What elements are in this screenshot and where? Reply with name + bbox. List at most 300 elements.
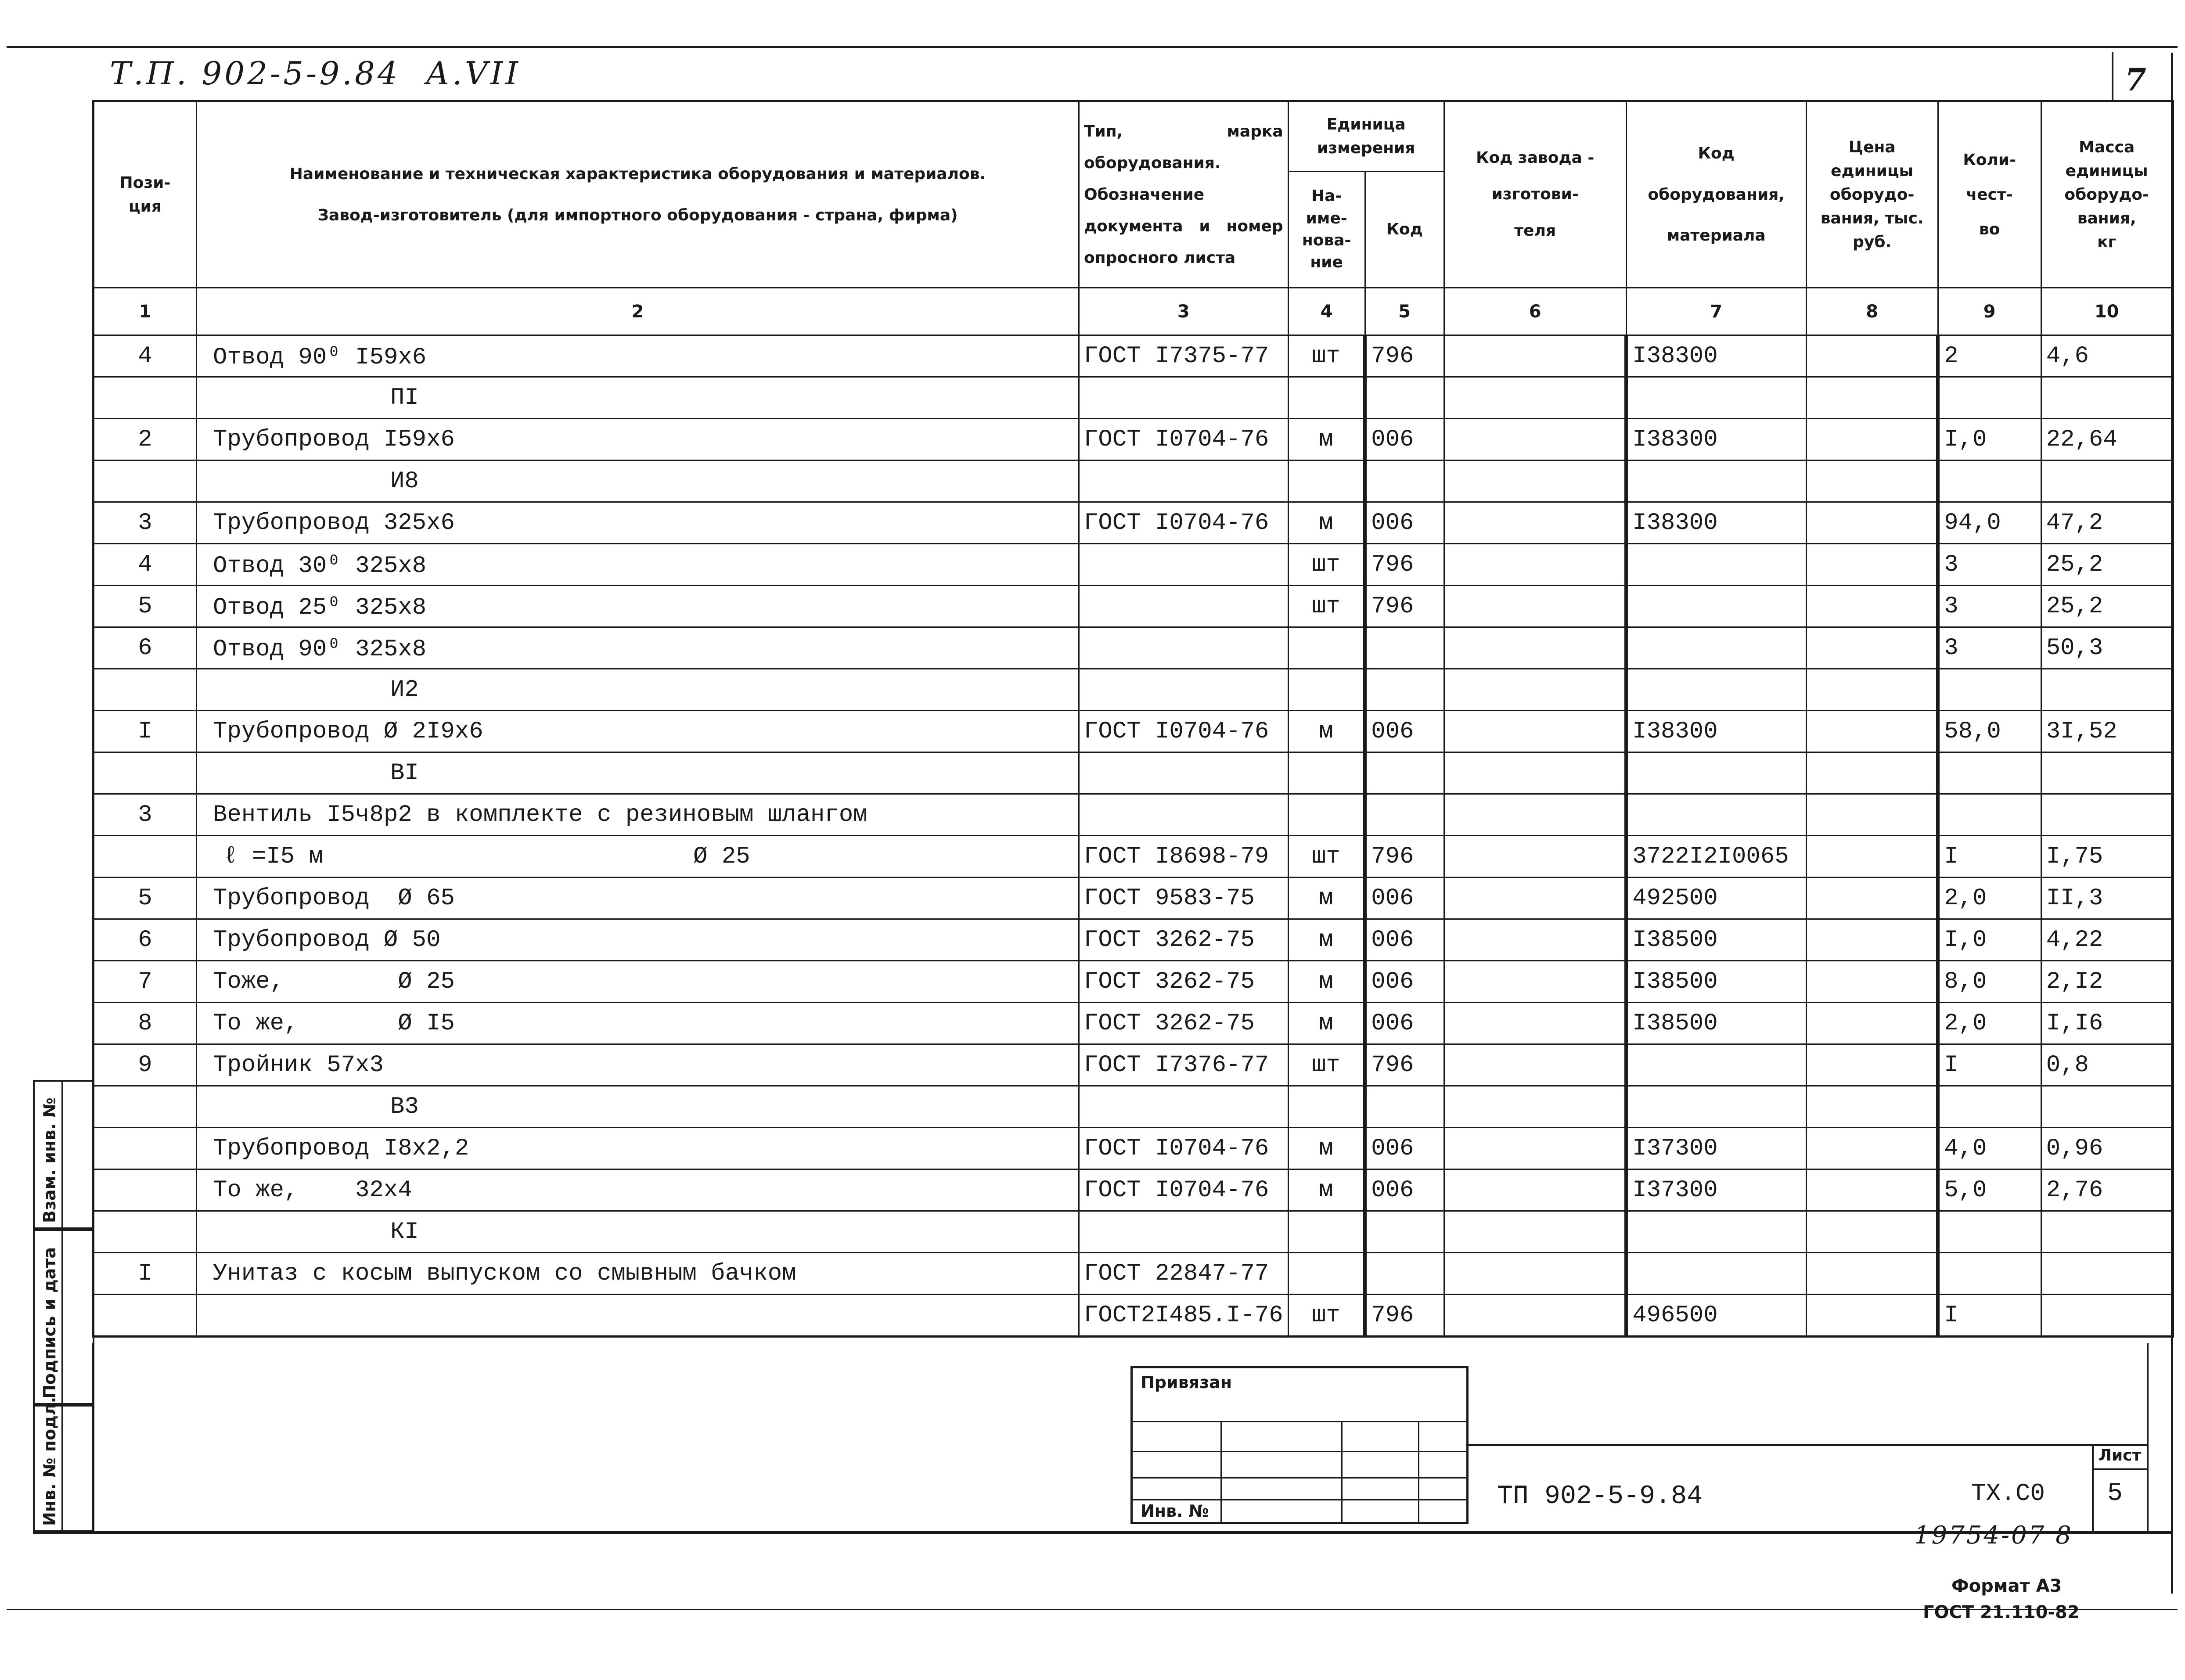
plant-code-cell <box>1444 1128 1626 1169</box>
drawing-left-line <box>92 1343 94 1532</box>
mass-cell <box>2041 1086 2173 1128</box>
table-row <box>94 1044 2173 1086</box>
quantity-cell <box>1938 460 2041 502</box>
mass-cell: 47,2 <box>2041 502 2173 544</box>
material-code-cell: I38300 <box>1626 335 1806 377</box>
name-cell: Отвод 30⁰ 325x8 <box>197 544 1079 586</box>
table-row <box>94 961 2173 1003</box>
material-code-cell: I38500 <box>1626 1003 1806 1044</box>
plant-code-cell <box>1444 961 1626 1003</box>
price-cell <box>1806 1169 1938 1211</box>
col-header-unit-code: Код <box>1365 172 1444 288</box>
table-row <box>94 1086 2173 1128</box>
quantity-cell <box>1938 794 2041 836</box>
name-cell: Трубопровод I8x2,2 <box>197 1128 1079 1169</box>
plant-code-cell <box>1444 1295 1626 1337</box>
col-header-price: Цена единицы оборудо- вания, тыс. руб. <box>1806 101 1938 288</box>
doc-cell <box>1079 586 1289 627</box>
position-cell <box>94 836 197 878</box>
drawing-right-line <box>2147 1343 2149 1532</box>
doc-cell: ГОСТ 3262-75 <box>1079 919 1289 961</box>
position-cell: 4 <box>94 544 197 586</box>
table-row <box>94 1295 2173 1337</box>
price-cell <box>1806 627 1938 669</box>
doc-cell: ГОСТ I8698-79 <box>1079 836 1289 878</box>
quantity-cell: 5,0 <box>1938 1169 2041 1211</box>
position-cell <box>94 752 197 794</box>
unit-name-cell <box>1288 627 1365 669</box>
mass-cell: 0,8 <box>2041 1044 2173 1086</box>
col-number: 7 <box>1626 288 1806 335</box>
position-cell: 3 <box>94 794 197 836</box>
mass-cell <box>2041 460 2173 502</box>
side-cell-inv <box>33 1396 94 1532</box>
name-cell: Трубопровод Ø 65 <box>197 878 1079 919</box>
unit-code-cell <box>1365 669 1444 711</box>
col-number: 9 <box>1938 288 2041 335</box>
unit-name-cell: шт <box>1288 1044 1365 1086</box>
unit-code-cell: 006 <box>1365 711 1444 752</box>
unit-name-cell: шт <box>1288 1295 1365 1337</box>
price-cell <box>1806 919 1938 961</box>
binding-block <box>1130 1366 1469 1524</box>
plant-code-cell <box>1444 460 1626 502</box>
plant-code-cell <box>1444 669 1626 711</box>
name-cell: Вентиль I5ч8р2 в комплекте с резиновым шлангом <box>197 794 1079 836</box>
name-cell: Отвод 90⁰ I59x6 <box>197 335 1079 377</box>
price-cell <box>1806 752 1938 794</box>
position-cell: 4 <box>94 335 197 377</box>
position-cell: 9 <box>94 1044 197 1086</box>
document-title: Т.П. 902-5-9.84 А.VII <box>110 55 521 92</box>
material-code-cell <box>1626 1044 1806 1086</box>
table-row <box>94 377 2173 419</box>
col-header-unit-name: На- име- нова- ние <box>1288 172 1365 288</box>
unit-name-cell: м <box>1288 878 1365 919</box>
col-header-material-code: Код оборудования, материала <box>1626 101 1806 288</box>
doc-cell: ГОСТ 9583-75 <box>1079 878 1289 919</box>
unit-code-cell: 796 <box>1365 836 1444 878</box>
price-cell <box>1806 419 1938 460</box>
col-header-mass: Масса единицы оборудо- вания, кг <box>2041 101 2173 288</box>
material-code-cell: I38500 <box>1626 919 1806 961</box>
mass-cell <box>2041 669 2173 711</box>
unit-code-cell <box>1365 1086 1444 1128</box>
quantity-cell <box>1938 669 2041 711</box>
unit-code-cell: 796 <box>1365 1044 1444 1086</box>
quantity-cell: 8,0 <box>1938 961 2041 1003</box>
unit-code-cell <box>1365 1211 1444 1253</box>
plant-code-cell <box>1444 711 1626 752</box>
col-number: 2 <box>197 288 1079 335</box>
material-code-cell: I38300 <box>1626 419 1806 460</box>
table-row <box>94 544 2173 586</box>
table-row <box>94 627 2173 669</box>
unit-name-cell: м <box>1288 1003 1365 1044</box>
position-cell: I <box>94 1253 197 1295</box>
unit-code-cell: 006 <box>1365 961 1444 1003</box>
doc-cell <box>1079 1086 1289 1128</box>
price-cell <box>1806 1044 1938 1086</box>
frame-top-line <box>7 46 2178 48</box>
price-cell <box>1806 878 1938 919</box>
unit-name-cell: м <box>1288 419 1365 460</box>
name-cell: Тоже, Ø 25 <box>197 961 1079 1003</box>
unit-code-cell: 006 <box>1365 1169 1444 1211</box>
mass-cell: 25,2 <box>2041 544 2173 586</box>
unit-code-cell: 006 <box>1365 502 1444 544</box>
col-number: 4 <box>1288 288 1365 335</box>
table-row <box>94 335 2173 377</box>
binding-col-line <box>1220 1421 1222 1524</box>
table-row <box>94 752 2173 794</box>
binding-col-line <box>1341 1421 1343 1524</box>
table-row <box>94 419 2173 460</box>
side-cell-vzam <box>33 1080 94 1229</box>
material-code-cell <box>1626 669 1806 711</box>
material-code-cell: 3722I2I0065 <box>1626 836 1806 878</box>
material-code-cell <box>1626 586 1806 627</box>
name-cell: КI <box>197 1211 1079 1253</box>
col-number: 8 <box>1806 288 1938 335</box>
price-cell <box>1806 669 1938 711</box>
unit-code-cell: 796 <box>1365 544 1444 586</box>
quantity-cell: 3 <box>1938 627 2041 669</box>
material-code-cell: 492500 <box>1626 878 1806 919</box>
plant-code-cell <box>1444 1169 1626 1211</box>
unit-code-cell: 796 <box>1365 1295 1444 1337</box>
side-label-vzam: Взам. инв. № <box>40 1097 59 1223</box>
side-stamp <box>33 1080 94 1532</box>
plant-code-cell <box>1444 419 1626 460</box>
quantity-cell <box>1938 1086 2041 1128</box>
table-row <box>94 1169 2173 1211</box>
name-cell: ВI <box>197 752 1079 794</box>
doc-cell <box>1079 627 1289 669</box>
price-cell <box>1806 502 1938 544</box>
name-cell <box>197 836 1079 878</box>
title-sheet-code: ТХ.С0 <box>1971 1479 2045 1507</box>
doc-cell: ГОСТ I0704-76 <box>1079 711 1289 752</box>
doc-cell <box>1079 669 1289 711</box>
drawing-bottom-line <box>33 1531 2171 1534</box>
frame-bottom-line <box>7 1609 2178 1610</box>
plant-code-cell <box>1444 377 1626 419</box>
quantity-cell: 2,0 <box>1938 878 2041 919</box>
mass-cell <box>2041 752 2173 794</box>
quantity-cell: I <box>1938 1295 2041 1337</box>
material-code-cell <box>1626 627 1806 669</box>
side-cell-podpis <box>33 1229 94 1405</box>
mass-cell <box>2041 794 2173 836</box>
unit-name-cell <box>1288 794 1365 836</box>
material-code-cell: I37300 <box>1626 1128 1806 1169</box>
unit-code-cell: 006 <box>1365 878 1444 919</box>
doc-cell: ГОСТ I7376-77 <box>1079 1044 1289 1086</box>
mass-cell <box>2041 1253 2173 1295</box>
quantity-cell: 58,0 <box>1938 711 2041 752</box>
col-header-type: Тип, марка оборудования. Обозначение документа и номер опросного листа <box>1079 101 1289 288</box>
unit-name-cell: м <box>1288 961 1365 1003</box>
material-code-cell: 496500 <box>1626 1295 1806 1337</box>
table-row <box>94 794 2173 836</box>
table-row <box>94 1253 2173 1295</box>
material-code-cell <box>1626 752 1806 794</box>
col-number: 6 <box>1444 288 1626 335</box>
plant-code-cell <box>1444 502 1626 544</box>
quantity-cell: 4,0 <box>1938 1128 2041 1169</box>
position-cell <box>94 377 197 419</box>
unit-code-cell: 006 <box>1365 919 1444 961</box>
doc-cell: ГОСТ I0704-76 <box>1079 502 1289 544</box>
material-code-cell: I38300 <box>1626 711 1806 752</box>
unit-name-cell <box>1288 1253 1365 1295</box>
quantity-cell: I,0 <box>1938 419 2041 460</box>
sheet-label-line <box>2092 1468 2147 1470</box>
mass-cell: 22,64 <box>2041 419 2173 460</box>
position-cell: I <box>94 711 197 752</box>
table-row <box>94 1003 2173 1044</box>
col-header-name: Наименование и техническая характеристика оборудования и материалов. Завод-изготовитель (для импортного оборудования - страна, фирма) <box>197 101 1079 288</box>
material-code-cell <box>1626 1086 1806 1128</box>
mass-cell: I,I6 <box>2041 1003 2173 1044</box>
plant-code-cell <box>1444 1253 1626 1295</box>
doc-cell: ГОСТ 3262-75 <box>1079 961 1289 1003</box>
unit-name-cell: м <box>1288 1169 1365 1211</box>
quantity-cell: 3 <box>1938 544 2041 586</box>
price-cell <box>1806 711 1938 752</box>
binding-col-line <box>1418 1421 1419 1524</box>
unit-code-cell: 006 <box>1365 1003 1444 1044</box>
position-cell <box>94 1128 197 1169</box>
unit-code-cell: 796 <box>1365 335 1444 377</box>
price-cell <box>1806 544 1938 586</box>
table-row <box>94 586 2173 627</box>
doc-cell: ГОСТ I7375-77 <box>1079 335 1289 377</box>
price-cell <box>1806 961 1938 1003</box>
plant-code-cell <box>1444 1086 1626 1128</box>
name-part: ℓ =I5 м <box>223 843 323 870</box>
price-cell <box>1806 1003 1938 1044</box>
unit-code-cell: 006 <box>1365 419 1444 460</box>
doc-cell <box>1079 794 1289 836</box>
unit-name-cell <box>1288 752 1365 794</box>
name-cell: ПI <box>197 377 1079 419</box>
position-cell: 2 <box>94 419 197 460</box>
quantity-cell <box>1938 1253 2041 1295</box>
col-header-plant-code: Код завода - изготови- теля <box>1444 101 1626 288</box>
price-cell <box>1806 1253 1938 1295</box>
unit-name-cell: м <box>1288 1128 1365 1169</box>
price-cell <box>1806 377 1938 419</box>
doc-cell <box>1079 752 1289 794</box>
plant-code-cell <box>1444 836 1626 878</box>
mass-cell <box>2041 1295 2173 1337</box>
material-code-cell <box>1626 460 1806 502</box>
price-cell <box>1806 794 1938 836</box>
table-row <box>94 1128 2173 1169</box>
name-cell <box>197 1295 1079 1337</box>
position-cell <box>94 1169 197 1211</box>
name-cell: И8 <box>197 460 1079 502</box>
sheet-top-number: 7 <box>2125 61 2146 98</box>
position-cell: 8 <box>94 1003 197 1044</box>
title-block-top-line <box>1469 1444 2147 1446</box>
unit-name-cell <box>1288 1211 1365 1253</box>
quantity-cell: 2,0 <box>1938 1003 2041 1044</box>
unit-code-cell <box>1365 377 1444 419</box>
name-cell: В3 <box>197 1086 1079 1128</box>
title-sheet-number: 5 <box>2107 1479 2123 1508</box>
position-cell: 6 <box>94 919 197 961</box>
price-cell <box>1806 1295 1938 1337</box>
unit-name-cell: шт <box>1288 836 1365 878</box>
table-row <box>94 460 2173 502</box>
unit-name-cell <box>1288 1086 1365 1128</box>
doc-cell: ГОСТ I0704-76 <box>1079 1128 1289 1169</box>
position-cell <box>94 1211 197 1253</box>
material-code-cell <box>1626 544 1806 586</box>
side-stamp-inner-line <box>61 1080 63 1532</box>
doc-cell: ГОСТ 3262-75 <box>1079 1003 1289 1044</box>
doc-cell <box>1079 544 1289 586</box>
name-cell: Трубопровод Ø 2I9x6 <box>197 711 1079 752</box>
col-number: 10 <box>2041 288 2173 335</box>
unit-name-cell: м <box>1288 919 1365 961</box>
position-cell: 3 <box>94 502 197 544</box>
name-cell: Отвод 90⁰ 325x8 <box>197 627 1079 669</box>
mass-cell: 4,22 <box>2041 919 2173 961</box>
plant-code-cell <box>1444 1003 1626 1044</box>
unit-name-cell <box>1288 669 1365 711</box>
table-row <box>94 502 2173 544</box>
quantity-cell: 3 <box>1938 586 2041 627</box>
position-cell: 5 <box>94 586 197 627</box>
quantity-cell: I <box>1938 1044 2041 1086</box>
name-cell: И2 <box>197 669 1079 711</box>
mass-cell: 2,I2 <box>2041 961 2173 1003</box>
unit-name-cell: шт <box>1288 586 1365 627</box>
mass-cell: 2,76 <box>2041 1169 2173 1211</box>
unit-name-cell: м <box>1288 711 1365 752</box>
gost-label: ГОСТ 21.110-82 <box>1923 1602 2080 1622</box>
plant-code-cell <box>1444 919 1626 961</box>
col-number: 3 <box>1079 288 1289 335</box>
unit-code-cell: 006 <box>1365 1128 1444 1169</box>
mass-cell: 50,3 <box>2041 627 2173 669</box>
material-code-cell <box>1626 1253 1806 1295</box>
unit-name-cell <box>1288 460 1365 502</box>
unit-code-cell <box>1365 627 1444 669</box>
name-cell: Трубопровод Ø 50 <box>197 919 1079 961</box>
col-number: 5 <box>1365 288 1444 335</box>
quantity-cell: I <box>1938 836 2041 878</box>
unit-code-cell <box>1365 1253 1444 1295</box>
price-cell <box>1806 1128 1938 1169</box>
position-cell: 7 <box>94 961 197 1003</box>
doc-cell: ГОСТ2I485.I-76 <box>1079 1295 1289 1337</box>
col-header-unit-group: Единица измерения <box>1288 101 1444 172</box>
name-cell: Трубопровод 325x6 <box>197 502 1079 544</box>
material-code-cell: I37300 <box>1626 1169 1806 1211</box>
name-cell: Тройник 57x3 <box>197 1044 1079 1086</box>
material-code-cell <box>1626 1211 1806 1253</box>
name-cell: То же, 32x4 <box>197 1169 1079 1211</box>
quantity-cell <box>1938 752 2041 794</box>
side-label-podpis: Подпись и дата <box>40 1247 59 1399</box>
position-cell <box>94 460 197 502</box>
unit-code-cell <box>1365 794 1444 836</box>
quantity-cell <box>1938 377 2041 419</box>
quantity-cell: 2 <box>1938 335 2041 377</box>
mass-cell: 25,2 <box>2041 586 2173 627</box>
unit-code-cell: 796 <box>1365 586 1444 627</box>
name-cell: То же, Ø I5 <box>197 1003 1079 1044</box>
side-label-inv: Инв. № подл. <box>40 1396 59 1526</box>
name-cell: Унитаз с косым выпуском со смывным бачком <box>197 1253 1079 1295</box>
plant-code-cell <box>1444 335 1626 377</box>
mass-cell: II,3 <box>2041 878 2173 919</box>
quantity-cell <box>1938 1211 2041 1253</box>
price-cell <box>1806 335 1938 377</box>
mass-cell: I,75 <box>2041 836 2173 878</box>
unit-code-cell <box>1365 460 1444 502</box>
material-code-cell: I38500 <box>1626 961 1806 1003</box>
name-cell: Отвод 25⁰ 325x8 <box>197 586 1079 627</box>
doc-cell <box>1079 1211 1289 1253</box>
mass-cell: 4,6 <box>2041 335 2173 377</box>
col-number: 1 <box>94 288 197 335</box>
doc-cell: ГОСТ I0704-76 <box>1079 1169 1289 1211</box>
plant-code-cell <box>1444 1044 1626 1086</box>
plant-code-cell <box>1444 627 1626 669</box>
table-row <box>94 1211 2173 1253</box>
plant-code-cell <box>1444 586 1626 627</box>
unit-name-cell: м <box>1288 502 1365 544</box>
inventory-number: 19754-07 8 <box>1914 1521 2073 1550</box>
unit-code-cell <box>1365 752 1444 794</box>
position-cell: 6 <box>94 627 197 669</box>
format-label: Формат А3 <box>1951 1576 2062 1596</box>
price-cell <box>1806 1086 1938 1128</box>
position-cell <box>94 1295 197 1337</box>
doc-cell <box>1079 377 1289 419</box>
position-cell <box>94 669 197 711</box>
plant-code-cell <box>1444 1211 1626 1253</box>
doc-cell: ГОСТ 22847-77 <box>1079 1253 1289 1295</box>
plant-code-cell <box>1444 544 1626 586</box>
name-cell: Трубопровод I59x6 <box>197 419 1079 460</box>
col-header-position: Пози- ция <box>94 101 197 288</box>
unit-name-cell: шт <box>1288 335 1365 377</box>
table-row <box>94 836 2173 878</box>
plant-code-cell <box>1444 752 1626 794</box>
table-row <box>94 878 2173 919</box>
mass-cell: 3I,52 <box>2041 711 2173 752</box>
unit-name-cell: шт <box>1288 544 1365 586</box>
diameter-part: Ø 25 <box>693 843 750 870</box>
material-code-cell <box>1626 794 1806 836</box>
table-row <box>94 711 2173 752</box>
material-code-cell <box>1626 377 1806 419</box>
price-cell <box>1806 586 1938 627</box>
table-row <box>94 669 2173 711</box>
title-sheet-label: Лист <box>2099 1446 2142 1464</box>
specification-table <box>92 100 2174 1338</box>
position-cell: 5 <box>94 878 197 919</box>
price-cell <box>1806 836 1938 878</box>
quantity-cell: I,0 <box>1938 919 2041 961</box>
